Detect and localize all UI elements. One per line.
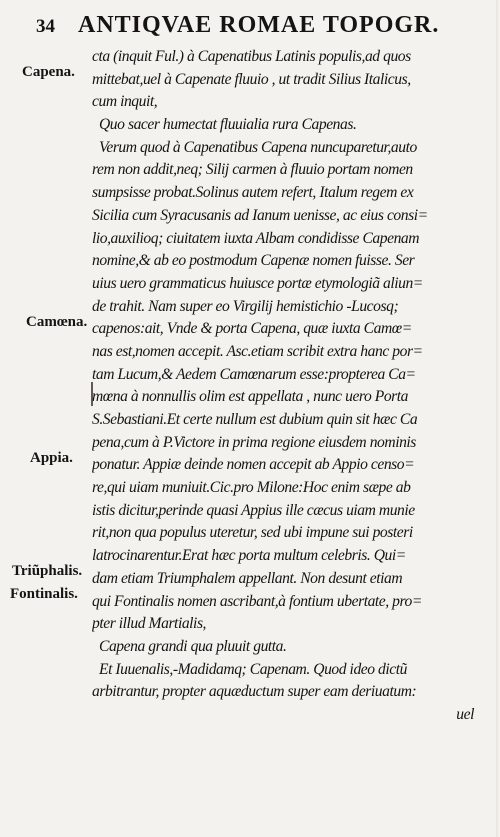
margin-notes (8, 0, 92, 837)
margin-note-fontinalis: Fontinalis. (10, 586, 78, 602)
page-edge (496, 0, 500, 837)
text-line: Verum quod à Capenatibus Capena nuncuparetur,auto (99, 138, 417, 156)
text-line: re,qui uiam muniuit.Cic.pro Milone:Hoc enim sæpe ab (92, 479, 411, 497)
text-line: cum inquit, (92, 93, 158, 111)
text-line: latrocinarentur.Erat hæc porta multum celebris. Qui= (92, 547, 406, 565)
text-line: ponatur. Appiæ deinde nomen accepit ab Appio censo= (92, 456, 415, 474)
text-line: qui Fontinalis nomen ascribant,à fontium ubertate, pro= (92, 592, 422, 610)
main-text (92, 46, 492, 806)
text-line: Quo sacer humectat fluuialia rura Capenas. (99, 116, 357, 134)
running-title: ANTIQVAE ROMAE TOPOGR. (78, 12, 440, 38)
text-line: rit,non qua populus uteretur, sed ubi impune sui posteri (92, 524, 413, 542)
text-line: cta (inquit Ful.) à Capenatibus Latinis populis,ad quos (92, 48, 411, 65)
text-line: Sicilia cum Syracusanis ad Ianum uenisse, ac eius consi= (92, 206, 428, 224)
margin-note-camoena: Camœna. (26, 314, 88, 330)
text-line: istis dicitur,perinde quasi Appius ille cæcus uiam munie (92, 501, 415, 519)
text-line: Et Iuuenalis,-Madidamq; Capenam. Quod ideo dictũ (99, 660, 407, 678)
text-line: capenos:ait, Vnde & porta Capena, quæ iuxta Camœ= (92, 320, 412, 338)
text-line: nas est,nomen accepit. Asc.etiam scribit extra hanc por= (92, 342, 423, 360)
text-line: rem non addit,neq; Silij carmen à fluuio portam nomen (92, 161, 413, 179)
page-number: 34 (36, 16, 55, 37)
text-line: sumpsisse probat.Solinus autem refert, Italum regem ex (92, 184, 414, 202)
text-line: S.Sebastiani.Et certe nullum est dubium quin sit hæc Ca (92, 411, 418, 428)
margin-note-triumphalis: Triũphalis. (12, 563, 83, 579)
margin-note-capena: Capena. (22, 64, 75, 80)
margin-note-appia: Appia. (30, 450, 73, 466)
text-line: arbitrantur, propter aquæductum super eam deriuatum: (92, 683, 417, 701)
text-line: pter illud Martialis, (92, 615, 207, 633)
page-header (36, 10, 476, 42)
text-line: Capena grandi qua pluuit gutta. (99, 637, 287, 655)
text-line: dam etiam Triumphalem appellant. Non desunt etiam (92, 569, 403, 587)
text-line: lio,auxilioq; ciuitatem iuxta Albam condidisse Capenam (92, 229, 420, 247)
text-line: pena,cum à P.Victore in prima regione eiusdem nominis (92, 433, 416, 451)
text-line: mœna à nonnullis olim est appellata , nunc uero Porta (92, 388, 409, 406)
text-line: nomine,& ab eo postmodum Capenæ nomen fuisse. Ser (92, 252, 415, 270)
text-line: uius uero grammaticus huiusce portæ etymologiã aliun= (92, 274, 423, 292)
text-line: tam Lucum,& Aedem Camœnarum esse:propterea Ca= (92, 365, 416, 383)
text-line: de trahit. Nam super eo Virgilij hemistichio -Lucosq; (92, 297, 399, 315)
text-line: mittebat,uel à Capenate fluuio , ut tradit Silius Italicus, (92, 70, 411, 88)
catchword: uel (456, 705, 474, 723)
